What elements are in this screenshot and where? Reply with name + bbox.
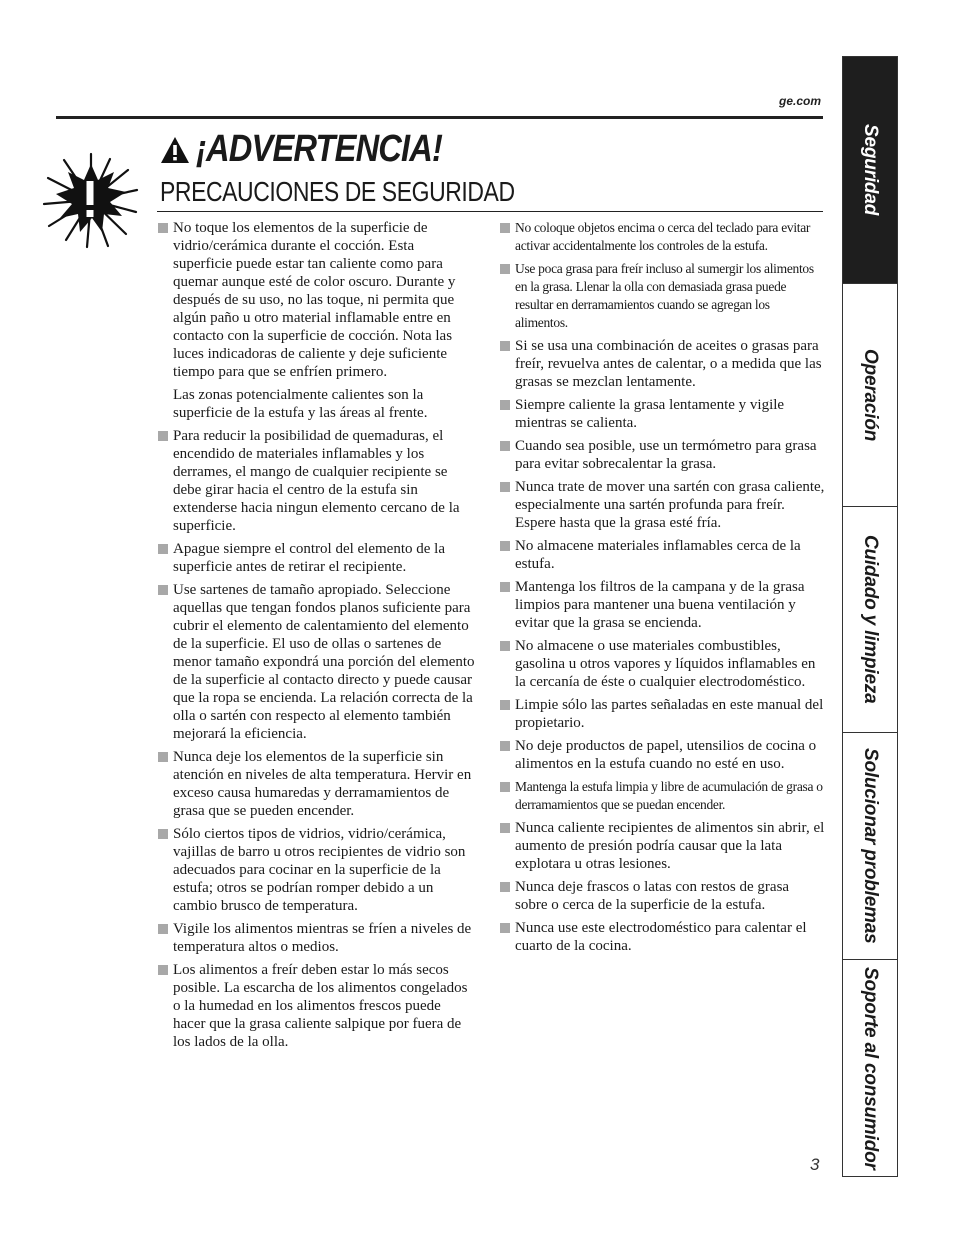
tab-label: Cuidado y limpieza <box>860 535 881 704</box>
list-item <box>157 920 475 956</box>
page-title: ¡ADVERTENCIA! <box>196 128 443 170</box>
bullet-square-icon <box>158 965 168 975</box>
tab-label: Solucionar problemas <box>860 748 881 944</box>
list-item <box>499 696 825 732</box>
bullet-square-icon <box>500 700 510 710</box>
bullet-square-icon <box>500 541 510 551</box>
item-text: Los alimentos a freír deben estar lo más secos posible. La escarcha de los alimentos congelados o la humedad en los alimentos frescos puede hacer que la grasa caliente salpique por fuera de los lados de la olla. <box>173 962 468 1050</box>
bullet-square-icon <box>158 544 168 554</box>
item-text: Cuando sea posible, use un termómetro para grasa para evitar sobrecalentar la grasa. <box>515 438 817 472</box>
item-text: No toque los elementos de la superficie de vidrio/cerámica durante el cocción. Esta superficie puede estar tan caliente como para quemar aunque esté de color oscuro. Durante y después de su uso, no las toque, ni permita que algún paño u otro material inflamable entre en contacto con la superficie de cocción. Nota las luces indicadoras de caliente y deje suficiente tiempo para que se enfríen primero. <box>173 220 456 380</box>
item-text: No coloque objetos encima o cerca del teclado para evitar activar accidentalmente los controles de la estufa. <box>515 220 811 253</box>
bullet-square-icon <box>500 482 510 492</box>
bullet-square-icon <box>500 341 510 351</box>
list-item <box>499 396 825 432</box>
item-text: Mantenga la estufa limpia y libre de acumulación de grasa o derramamientos que se puedan encender. <box>515 779 823 812</box>
item-text: No almacene o use materiales combustibles, gasolina u otros vapores y líquidos inflamables en la cercanía de éste o cualquier electrodoméstico. <box>515 638 816 690</box>
item-text: Si se usa una combinación de aceites o grasas para freír, revuelva antes de calentar, o a medida que las grasas se mezclan lentamente. <box>515 338 822 390</box>
list-item <box>499 819 825 873</box>
bullet-square-icon <box>500 882 510 892</box>
list-item <box>157 961 475 1051</box>
list-item <box>499 637 825 691</box>
item-text: Siempre caliente la grasa lentamente y vigile mientras se calienta. <box>515 397 785 431</box>
list-item <box>499 219 825 255</box>
bullet-square-icon <box>500 741 510 751</box>
warning-triangle-icon <box>160 136 190 164</box>
warning-burst-icon <box>40 150 142 250</box>
subtitle-rule <box>157 211 823 212</box>
item-text: Limpie sólo las partes señaladas en este manual del propietario. <box>515 697 824 731</box>
list-item-note: Las zonas potencialmente calientes son la superficie de la estufa y las áreas al frente. <box>173 387 428 421</box>
list-item <box>499 878 825 914</box>
list-item <box>499 537 825 573</box>
tab-seguridad[interactable] <box>843 57 897 283</box>
list-item <box>157 219 475 381</box>
list-item <box>157 748 475 820</box>
warning-title-row <box>160 128 482 171</box>
tab-soporte-al-consumidor[interactable] <box>843 959 897 1176</box>
bullet-square-icon <box>500 641 510 651</box>
list-item <box>499 919 825 955</box>
bullet-square-icon <box>500 441 510 451</box>
bullet-square-icon <box>158 829 168 839</box>
item-text: Nunca use este electrodoméstico para calentar el cuarto de la cocina. <box>515 920 807 954</box>
tab-label: Operación <box>860 348 881 442</box>
list-item <box>157 581 475 743</box>
item-text: Nunca deje los elementos de la superficie sin atención en niveles de alta temperatura. Hervir en exceso causa humaredas y derramamientos de grasa que se pueden encender. <box>173 749 472 819</box>
list-item <box>157 540 475 576</box>
bullet-square-icon <box>500 264 510 274</box>
right-column <box>499 219 825 960</box>
item-text: Use sartenes de tamaño apropiado. Seleccione aquellas que tengan fondos planos suficiente para cubrir el elemento de calentamiento del elemento de la superficie. El uso de ollas o sartenes de menor tamaño expondrá una porción del elemento de la superficie al contacto directo y puede causar que la ropa se encienda. La relación correcta de la olla o sartén con respecto al elemento también mejorará la eficiencia. <box>173 582 475 742</box>
bullet-square-icon <box>500 223 510 233</box>
item-text: No deje productos de papel, utensilios de cocina o alimentos en la estufa cuando no esté en uso. <box>515 738 817 772</box>
item-text: Para reducir la posibilidad de quemaduras, el encendido de materiales inflamables y los derrames, el mango de cualquier recipiente se debe girar hacia el centro de la estufa sin extenderse hacia ningun elemento cercano de la superficie. <box>173 428 460 534</box>
bullet-square-icon <box>500 582 510 592</box>
item-text: Nunca deje frascos o latas con restos de grasa sobre o cerca de la superficie de la estufa. <box>515 879 790 913</box>
list-item <box>499 337 825 391</box>
list-item <box>499 778 825 814</box>
bullet-square-icon <box>158 585 168 595</box>
tab-operacion[interactable] <box>843 283 897 506</box>
bullet-square-icon <box>500 923 510 933</box>
list-item <box>157 825 475 915</box>
bullet-square-icon <box>158 223 168 233</box>
tab-solucionar-problemas[interactable] <box>843 732 897 959</box>
tab-label: Seguridad <box>860 124 881 216</box>
item-text: Sólo ciertos tipos de vidrios, vidrio/cerámica, vajillas de barro u otros recipientes de vidrio son adecuados para cocinar en la superficie de la estufa; otros se podrían romper debido a un cambio brusco de temperatura. <box>173 826 466 914</box>
list-item <box>499 437 825 473</box>
left-column <box>157 219 475 1056</box>
item-text: Nunca trate de mover una sartén con grasa caliente, especialmente una sartén profunda para freír. Espere hasta que la grasa esté fría. <box>515 479 825 531</box>
bullet-square-icon <box>158 924 168 934</box>
tab-label: Soporte al consumidor <box>860 966 881 1170</box>
list-item <box>499 260 825 332</box>
page-number: 3 <box>810 1155 820 1174</box>
bullet-square-icon <box>158 431 168 441</box>
tab-cuidado-y-limpieza[interactable] <box>843 506 897 732</box>
page-subtitle: PRECAUCIONES DE SEGURIDAD <box>160 176 515 207</box>
item-text: Use poca grasa para freír incluso al sumergir los alimentos en la grasa. Llenar la olla con demasiada grasa puede resultar en derramamientos cuando se agregan los alimentos. <box>515 261 814 330</box>
bullet-square-icon <box>500 400 510 410</box>
bullet-square-icon <box>500 823 510 833</box>
item-text: Apague siempre el control del elemento de la superficie antes de retirar el recipiente. <box>173 541 445 575</box>
bullet-square-icon <box>500 782 510 792</box>
list-item <box>499 737 825 773</box>
item-text: Mantenga los filtros de la campana y de la grasa limpios para mantener una buena ventilación y evitar que la grasa se encienda. <box>515 579 805 631</box>
item-text: Vigile los alimentos mientras se fríen a niveles de temperatura altos o medios. <box>173 921 472 955</box>
list-item <box>499 578 825 632</box>
site-url[interactable]: ge.com <box>778 94 821 108</box>
item-text: No almacene materiales inflamables cerca de la estufa. <box>515 538 801 572</box>
top-rule <box>56 116 823 119</box>
list-item <box>499 478 825 532</box>
bullet-square-icon <box>158 752 168 762</box>
section-tabs <box>842 56 898 1177</box>
item-text: Nunca caliente recipientes de alimentos sin abrir, el aumento de presión podría causar que la lata explotara u otras lesiones. <box>515 820 825 872</box>
list-item <box>157 427 475 535</box>
